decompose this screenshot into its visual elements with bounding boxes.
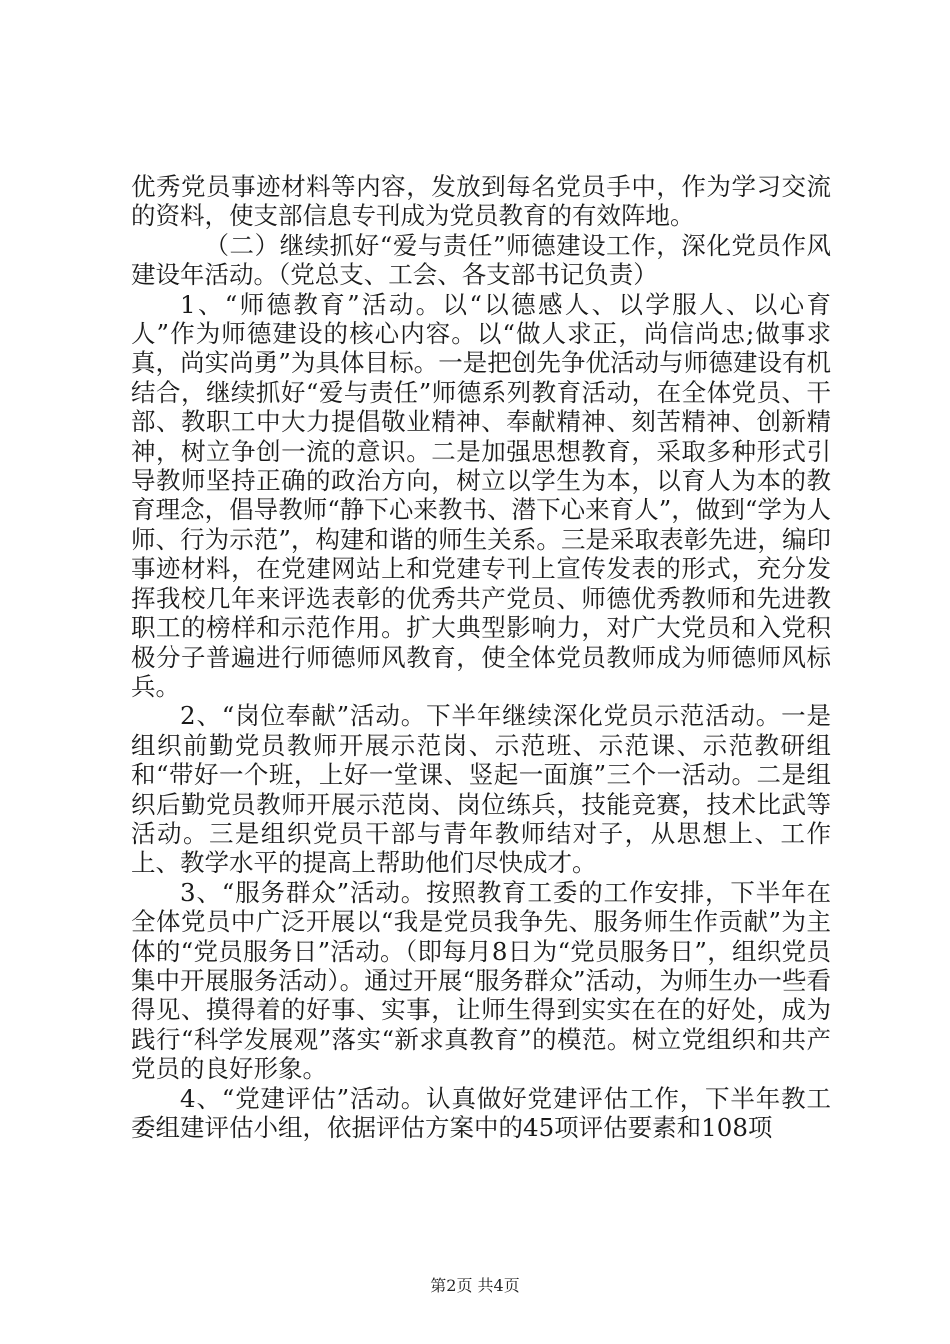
- paragraph-continued: 优秀党员事迹材料等内容，发放到每名党员手中，作为学习交流的资料，使支部信息专刊成为党员教育的有效阵地。: [131, 172, 831, 231]
- paragraph-serve-masses: 3、“服务群众”活动。按照教育工委的工作安排，下半年在全体党员中广泛开展以“我是党员我争先、服务师生作贡献”为主体的“党员服务日”活动。（即每月8日为“党员服务日”，组织党员集中开展服务活动）。通过开展“服务群众”活动，为师生办一些看得见、摸得着的好事、实事，让师生得到实实在在的好处，成为践行“科学发展观”落实“新求真教育”的模范。树立党组织和共产党员的良好形象。: [131, 877, 831, 1084]
- paragraph-party-evaluation: 4、“党建评估”活动。认真做好党建评估工作，下半年教工委组建评估小组，依据评估方案中的45项评估要素和108项: [131, 1083, 831, 1142]
- document-body: [131, 172, 831, 1142]
- page-number-footer: 第2页 共4页: [430, 1276, 520, 1295]
- section-heading: （二）继续抓好“爱与责任”师德建设工作，深化党员作风建设年活动。（党总支、工会、各支部书记负责）: [131, 230, 831, 290]
- paragraph-teacher-ethics: 1、“师德教育”活动。以“以德感人、以学服人、以心育人”作为师德建设的核心内容。以“做人求正，尚信尚忠;做事求真，尚实尚勇”为具体目标。一是把创先争优活动与师德建设有机结合，继续抓好“爱与责任”师德系列教育活动，在全体党员、干部、教职工中大力提倡敬业精神、奉献精神、刻苦精神、创新精神，树立争创一流的意识。二是加强思想教育，采取多种形式引导教师坚持正确的政治方向，树立以学生为本，以育人为本的教育理念，倡导教师“静下心来教书、潜下心来育人”，做到“学为人师、行为示范”，构建和谐的师生关系。三是采取表彰先进，编印事迹材料，在党建网站上和党建专刊上宣传发表的形式，充分发挥我校几年来评选表彰的优秀共产党员、师德优秀教师和先进教职工的榜样和示范作用。扩大典型影响力，对广大党员和入党积极分子普遍进行师德师风教育，使全体党员教师成为师德师风标兵。: [131, 289, 831, 701]
- paragraph-post-dedication: 2、“岗位奉献”活动。下半年继续深化党员示范活动。一是组织前勤党员教师开展示范岗、示范班、示范课、示范教研组和“带好一个班，上好一堂课、竖起一面旗”三个一活动。二是组织后勤党员教师开展示范岗、岗位练兵，技能竞赛，技术比武等活动。三是组织党员干部与青年教师结对子，从思想上、工作上、教学水平的提高上帮助他们尽快成才。: [131, 701, 831, 878]
